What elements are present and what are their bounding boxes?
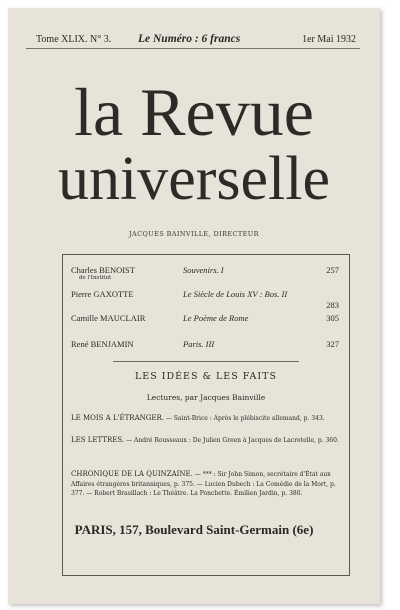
rubric-text: — *** : Sir John Simon, secrétaire d'État aux Affaires étrangères britanniques, p. 375. — Lucien Dubech : La Comédie de la Mort, p. 377. — Robert Brasillach : Le Théâtre. La Ponchette. Émilien Jardin, p. 380. [71, 471, 336, 497]
toc-author: René BENJAMIN [71, 339, 134, 349]
rubric-entry [71, 469, 341, 498]
issue-date: 1er Mai 1932 [302, 34, 356, 45]
toc-work: Le Poème de Rome [183, 313, 249, 323]
rubric-head: LES LETTRES. [71, 436, 125, 444]
toc-page: 257 [326, 265, 339, 275]
issue-price: Le Numéro : 6 francs [138, 33, 241, 45]
rubric-entry [71, 413, 341, 424]
publisher-address: PARIS, 157, Boulevard Saint-Germain (6e) [74, 522, 314, 537]
issue-number: Tome XLIX. N° 3. [36, 34, 112, 45]
toc-author: Charles BENOIST [71, 265, 135, 275]
toc-work: Souvenirs. I [183, 265, 224, 275]
section-heading: LES IDÉES & LES FAITS [134, 371, 277, 382]
section-subheading: Lectures, par Jacques Bainville [146, 393, 266, 402]
magazine-cover [8, 8, 380, 604]
toc-author-sub: de l'Institut [79, 275, 112, 281]
toc-work: Paris. III [183, 339, 215, 349]
toc-work: Le Siècle de Louis XV : Bos. II [183, 289, 288, 299]
toc-entry [71, 339, 339, 369]
title-line-1: la Revue [74, 74, 314, 150]
rubric-entry [71, 435, 341, 446]
header-line [26, 34, 360, 49]
toc-author: Pierre GAXOTTE [71, 289, 134, 299]
rubric-text: — Saint-Brice : Après le plébiscite allemand, p. 343. [165, 415, 325, 422]
toc-page: 327 [326, 339, 339, 349]
director-line: JACQUES BAINVILLE, DIRECTEUR [129, 230, 259, 238]
title-line-2: universelle [57, 145, 330, 213]
divider [113, 361, 299, 362]
rubric-text: — André Rousseaux : De Julien Green à Jacques de Lacretelle, p. 360. [126, 437, 339, 444]
toc-page: 283 [326, 300, 339, 310]
toc-page: 305 [326, 313, 339, 323]
toc-author: Camille MAUCLAIR [71, 313, 146, 323]
rubric-head: LE MOIS A L'ÉTRANGER. [71, 414, 164, 422]
rubric-head: CHRONIQUE DE LA QUINZAINE. [71, 470, 193, 478]
